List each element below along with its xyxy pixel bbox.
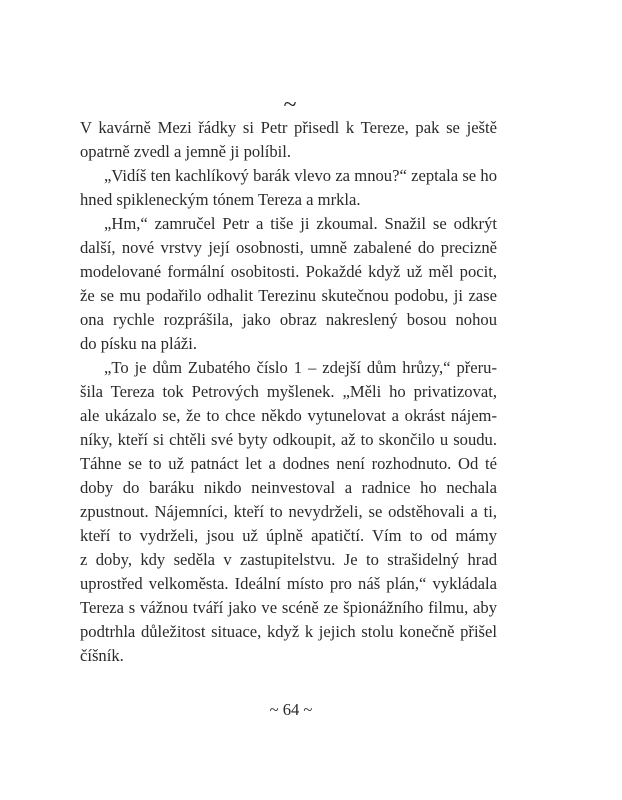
text-line: V kavárně Mezi řádky si Petr přisedl k Tereze, pak se ještě	[80, 118, 497, 137]
text-line: níky, kteří si chtěli své byty odkoupit, až to skončilo u soudu.	[80, 430, 497, 449]
text-line: že se mu podařilo odhalit Terezinu skutečnou podobu, ji zase	[80, 286, 497, 305]
text-line: podtrhla důležitost situace, když k jejich stolu konečně přišel	[80, 622, 497, 641]
text-line: ona rychle rozprášila, jako obraz nakreslený bosou nohou	[80, 310, 497, 329]
text-line: do písku na pláži.	[80, 334, 198, 353]
text-line: číšník.	[80, 646, 124, 665]
text-line: modelované formální osobitosti. Pokaždé když už měl pocit,	[80, 262, 497, 281]
text-line: Táhne se to už patnáct let a dodnes není rozhodnuto. Od té	[80, 454, 497, 473]
text-line: „Vidíš ten kachlíkový barák vlevo za mnou?“ zeptala se ho	[104, 166, 497, 185]
text-line: opatrně zvedl a jemně ji políbil.	[80, 142, 292, 161]
text-line: „To je dům Zubatého číslo 1 – zdejší dům hrůzy,“ přeru-	[104, 358, 497, 377]
text-line: uprostřed velkoměsta. Ideální místo pro náš plán,“ vykládala	[80, 574, 497, 593]
body-text	[80, 116, 497, 668]
text-line: další, nové vrstvy její osobnosti, umně zabalené do precizně	[80, 238, 497, 257]
section-ornament: ~	[283, 92, 297, 118]
text-line: zpustnout. Nájemníci, kteří to nevydrželi, se odstěhovali a ti,	[80, 502, 497, 521]
text-line: ale ukázalo se, že to chce někdo vytunelovat a okrást nájem-	[80, 406, 497, 425]
text-line: doby do baráku nikdo neinvestoval a radnice ho nechala	[80, 478, 497, 497]
text-line: „Hm,“ zamručel Petr a tiše ji zkoumal. Snažil se odkrýt	[104, 214, 497, 233]
text-line: Tereza s vážnou tváří jako ve scéně ze špionážního filmu, aby	[80, 598, 497, 617]
text-line: kteří to vydrželi, jsou už úplně apatičtí. Vím to od mámy	[80, 526, 497, 545]
text-line: hned spikleneckým tónem Tereza a mrkla.	[80, 190, 361, 209]
page-number: ~ 64 ~	[269, 700, 313, 719]
text-line: šila Tereza tok Petrových myšlenek. „Měli ho privatizovat,	[80, 382, 497, 401]
text-line: z doby, kdy seděla v zastupitelstvu. Je to strašidelný hrad	[80, 550, 497, 569]
